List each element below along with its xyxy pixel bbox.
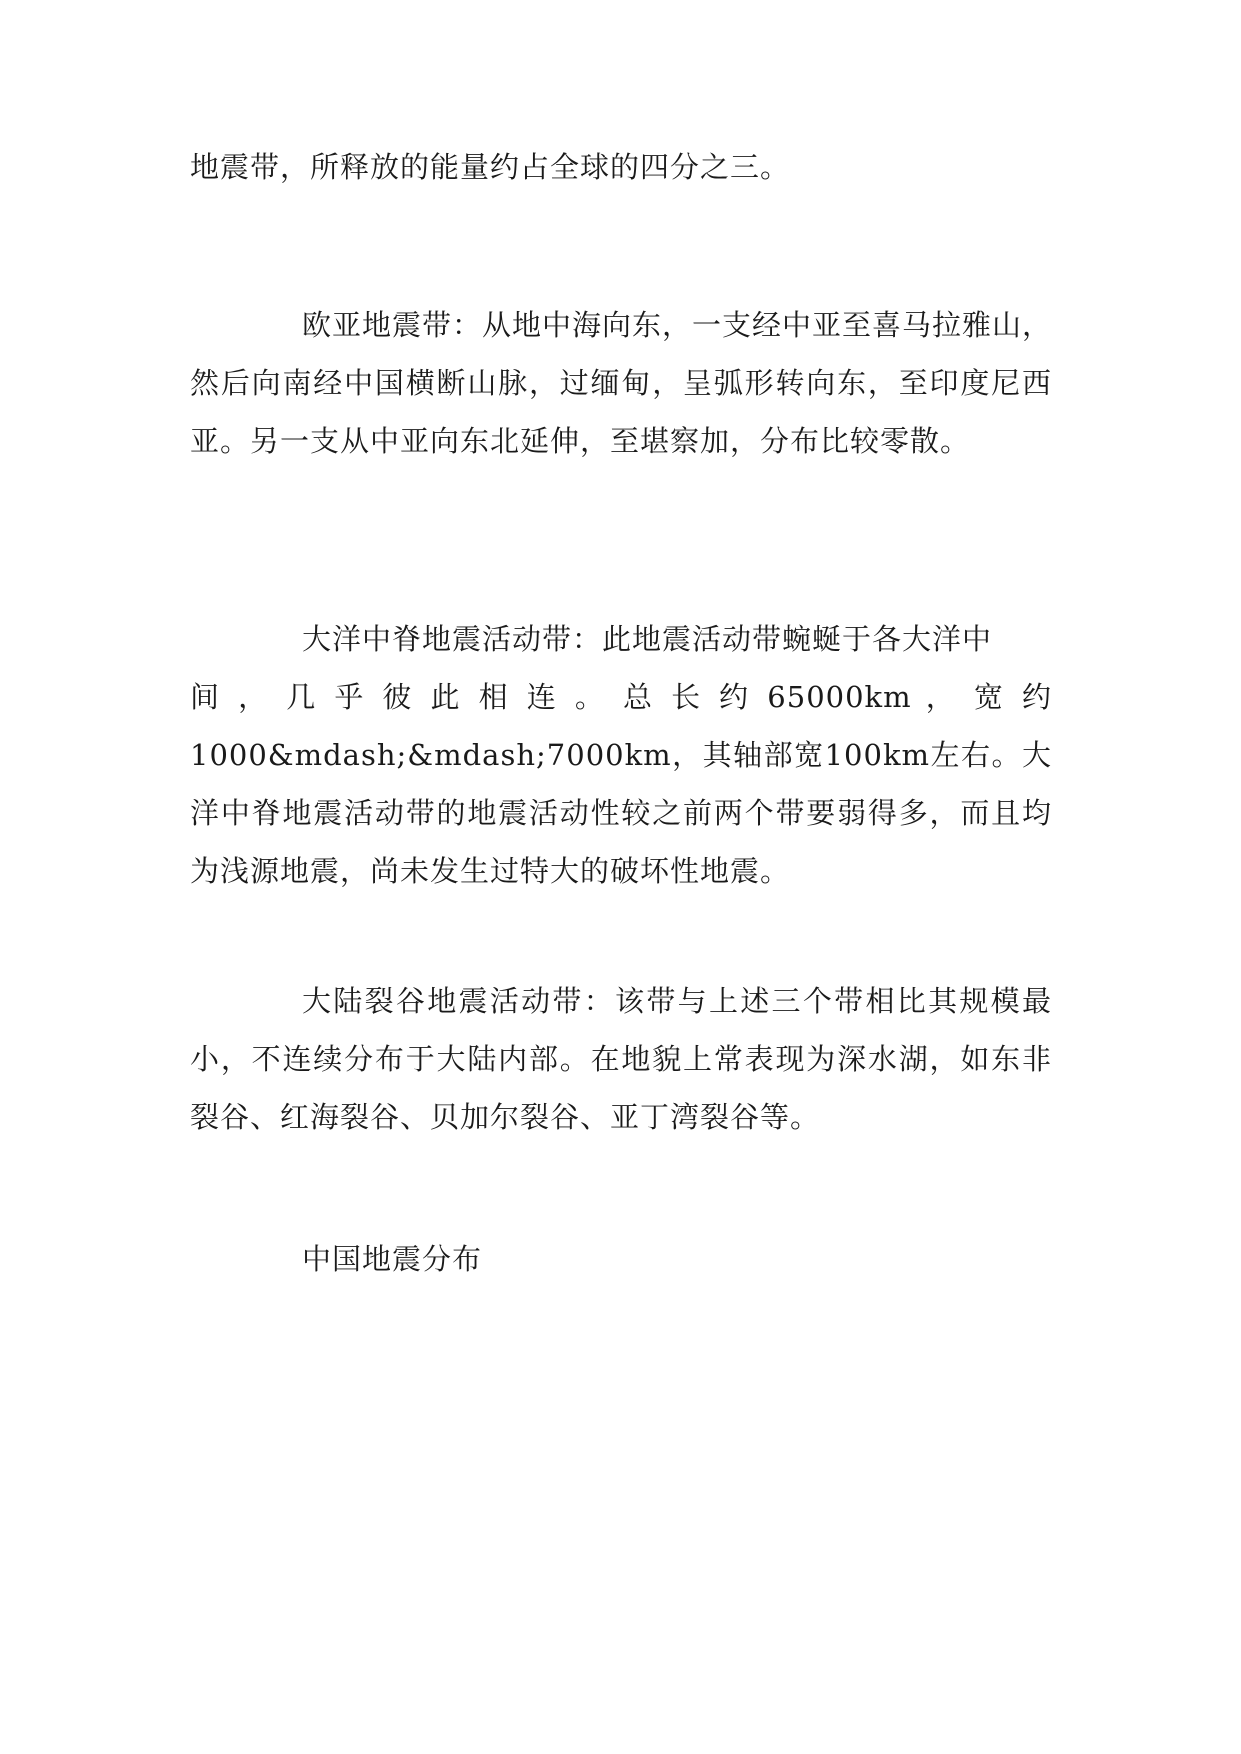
section-heading-china-earthquakes: 中国地震分布 [302, 1242, 483, 1276]
paragraph-continental-rift: 大陆裂谷地震活动带：该带与上述三个带相比其规模最小，不连续分布于大陆内部。在地貌上常表现为深水湖，如东非裂谷、红海裂谷、贝加尔裂谷、亚丁湾裂谷等。 [190, 984, 1052, 1134]
ridge-rest: 1000&mdash;&mdash;7000km，其轴部宽100km左右。大洋中脊地震活动带的地震活动性较之前两个带要弱得多，而且均为浅源地震，尚未发生过特大的破坏性地震。 [190, 738, 1052, 888]
ridge-line-1: 大洋中脊地震活动带：此地震活动带蜿蜒于各大洋中 [302, 622, 993, 656]
ridge-line-2: 间 ， 几 乎 彼 此 相 连 。 总 长 约 65000km ， 宽 约 [190, 680, 1052, 714]
paragraph-energy-share: 地震带，所释放的能量约占全球的四分之三。 [190, 150, 791, 184]
paragraph-eurasian-belt: 欧亚地震带：从地中海向东，一支经中亚至喜马拉雅山，然后向南经中国横断山脉，过缅甸，呈弧形转向东，至印度尼西亚。另一支从中亚向东北延伸，至堪察加，分布比较零散。 [190, 308, 1053, 458]
paragraph-mid-ocean-ridge [190, 610, 1052, 900]
